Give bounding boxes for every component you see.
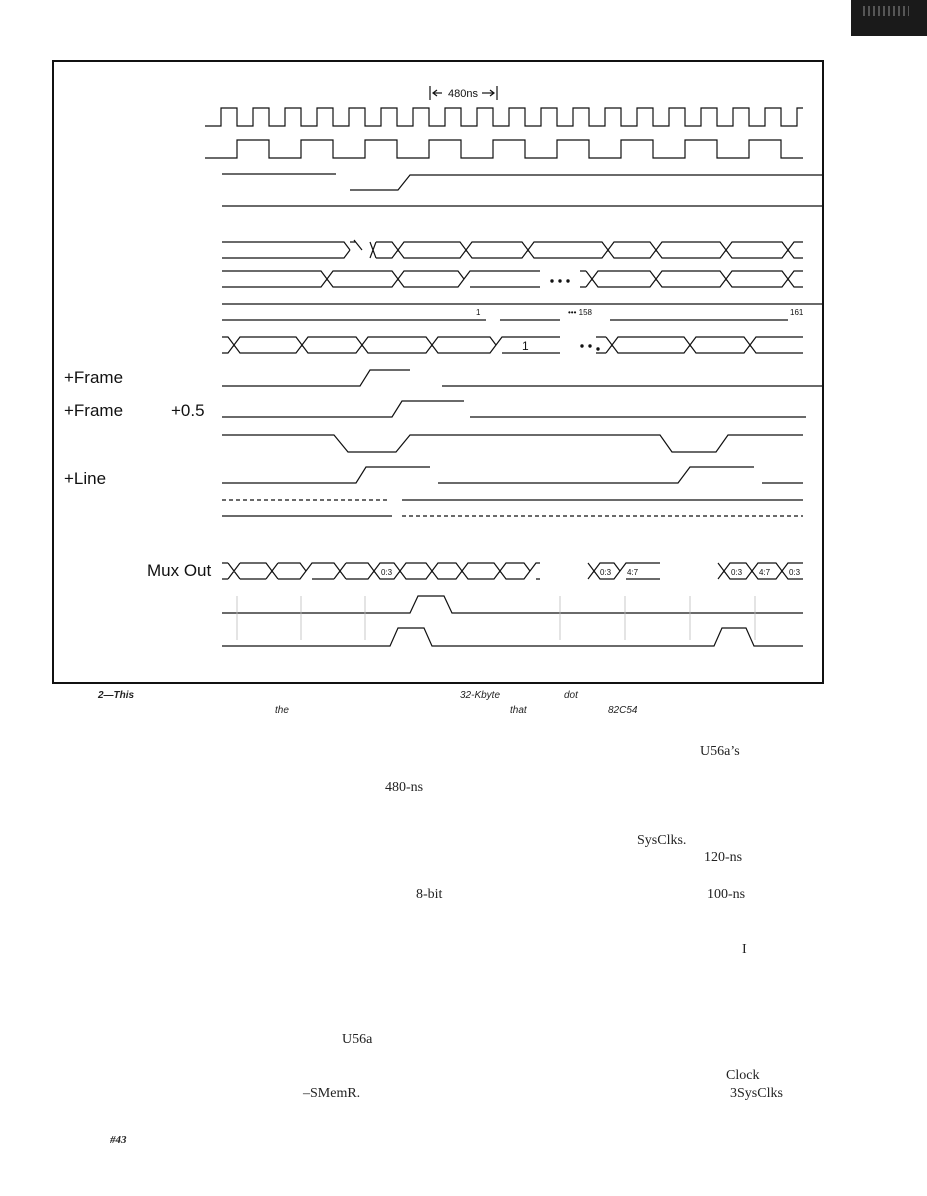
bus-first-label: 1	[522, 339, 529, 353]
caption-fragment: 32-Kbyte	[460, 690, 501, 701]
count-last-label: 161	[790, 308, 804, 317]
trace-strobe-1	[222, 596, 803, 613]
caption-fragment: that	[510, 705, 527, 716]
trace-bus-a	[222, 240, 803, 258]
body-fragment: 480-ns	[385, 780, 424, 795]
body-fragment: Clock	[726, 1068, 760, 1083]
trace-line	[222, 467, 430, 483]
caption-fragment: the	[275, 705, 289, 716]
body-fragment: U56a	[342, 1032, 373, 1047]
body-fragment: U56a’s	[700, 744, 740, 759]
mux-label-c: 4:7	[627, 568, 639, 577]
caption-fragment: 2—This	[98, 690, 135, 701]
trace-pulse	[222, 435, 803, 452]
mux-label-a: 0:3	[381, 568, 393, 577]
signal-label-mux-out: Mux Out	[147, 561, 212, 580]
mux-label-f: 0:3	[789, 568, 801, 577]
trace-mux-out	[222, 563, 803, 579]
corner-page-tab	[851, 0, 927, 36]
count-mid-label: ••• 158	[568, 308, 592, 317]
trace-count	[222, 304, 822, 320]
caption-fragment: dot	[564, 690, 578, 701]
body-fragment: SysClks.	[637, 833, 687, 848]
signal-label-frame-1: +Frame	[64, 368, 124, 387]
body-fragment: –SMemR.	[303, 1086, 361, 1101]
grid-ticks	[237, 596, 755, 640]
mux-label-e: 4:7	[759, 568, 771, 577]
trace-bus-c	[222, 337, 803, 353]
trace-strobe-2	[222, 628, 803, 646]
body-fragment: 100-ns	[707, 887, 746, 902]
trace-clock-fast	[205, 108, 803, 126]
interval-label: 480ns	[448, 88, 478, 100]
count-first-label: 1	[476, 308, 481, 317]
trace-clock-slow	[205, 140, 803, 158]
timing-diagram	[52, 60, 824, 684]
body-fragment: 8-bit	[416, 887, 443, 902]
body-fragment: I	[742, 942, 747, 957]
mux-label-d: 0:3	[731, 568, 743, 577]
signal-label-frame-2: +Frame	[64, 401, 124, 420]
folio: #43	[110, 1134, 127, 1146]
trace-step	[222, 174, 822, 190]
trace-line-2	[438, 467, 754, 483]
mux-label-b: 0:3	[600, 568, 612, 577]
signal-label-offset: +0.5	[171, 401, 205, 420]
body-fragment: 3SysClks	[730, 1086, 783, 1101]
trace-frame-2	[222, 401, 464, 417]
signal-label-line: +Line	[64, 469, 107, 488]
trace-bus-b	[222, 271, 803, 287]
trace-frame-1	[222, 370, 410, 386]
body-fragment: 120-ns	[704, 850, 743, 865]
caption-fragment: 82C54	[608, 705, 638, 716]
